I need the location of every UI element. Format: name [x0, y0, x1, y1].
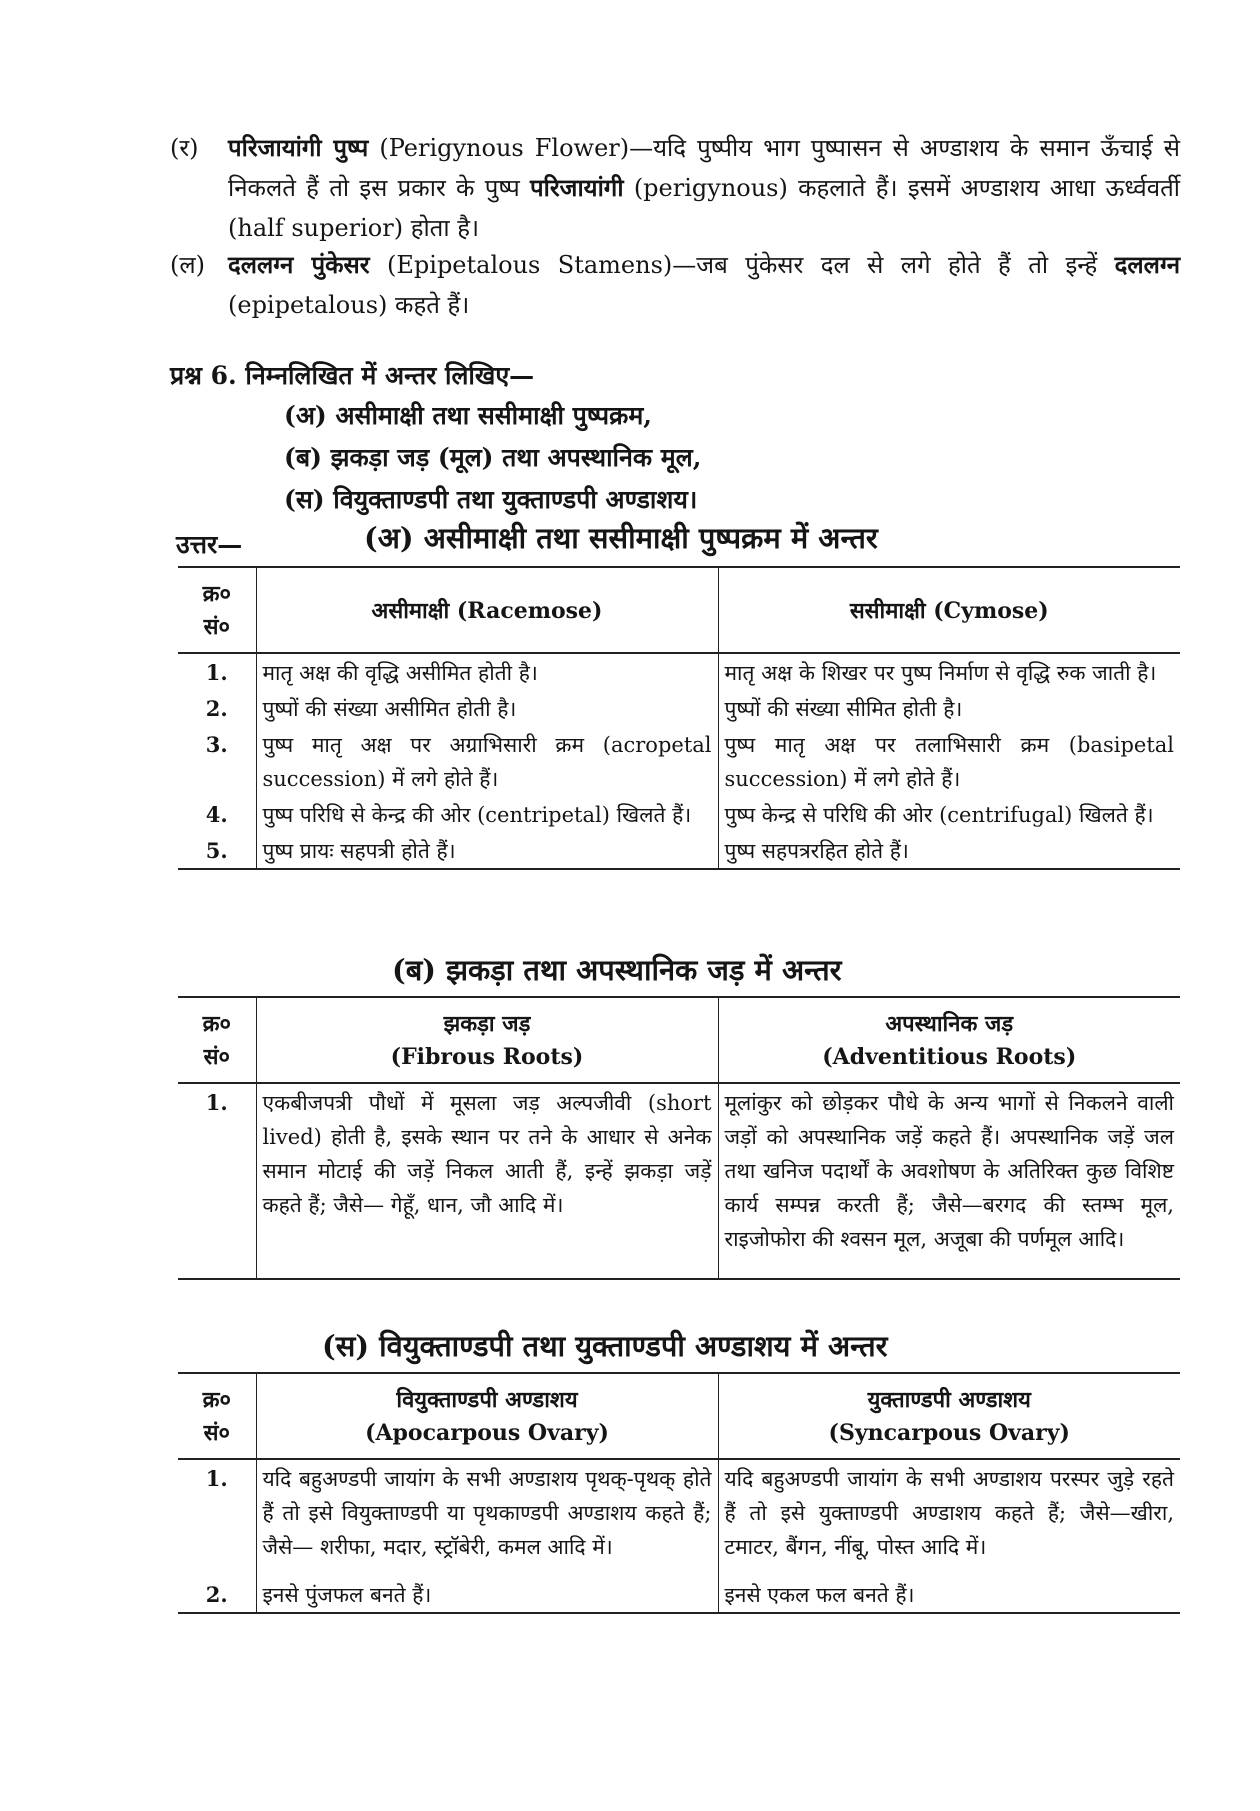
cell-racemose: पुष्प मातृ अक्ष पर अग्राभिसारी क्रम (acropetal succession) में लगे होते हैं।: [256, 726, 718, 796]
column-header: ससीमाक्षी (Cymose): [718, 567, 1180, 653]
column-header: अपस्थानिक जड़ (Adventitious Roots): [718, 997, 1180, 1083]
table-c-title: (स) वियुक्ताण्डपी तथा युक्ताण्डपी अण्डाशय में अन्तर: [322, 1329, 888, 1363]
term-epipetalous: दललग्न पुंकेसर: [228, 250, 370, 279]
table-row: [178, 1459, 1180, 1564]
table-b-title: (ब) झकड़ा तथा अपस्थानिक जड़ में अन्तर: [392, 953, 842, 987]
cell-racemose: पुष्प प्रायः सहपत्री होते हैं।: [256, 832, 718, 869]
cell-cymose: पुष्प मातृ अक्ष पर तलाभिसारी क्रम (basipetal succession) में लगे होते हैं।: [718, 726, 1180, 796]
term-epipetalous-hindi: दललग्न: [1114, 250, 1181, 279]
cell-cymose: पुष्प सहपत्ररहित होते हैं।: [718, 832, 1180, 869]
table-row: [178, 653, 1180, 690]
cell-syncarpous: इनसे एकल फल बनते हैं।: [718, 1564, 1180, 1613]
definition-text: (Perigynous Flower)—यदि पुष्पीय भाग पुष्पासन से अण्डाशय के समान ऊँचाई से निकलते हैं तो इस प्रकार के पुष्प: [228, 134, 1180, 202]
definition-perigynous: [170, 128, 1180, 248]
table-a-title: (अ) असीमाक्षी तथा ससीमाक्षी पुष्पक्रम में अन्तर: [364, 521, 878, 555]
table-fibrous-adventitious: [178, 996, 1180, 1280]
cell-racemose: मातृ अक्ष की वृद्धि असीमित होती है।: [256, 653, 718, 690]
cell-cymose: मातृ अक्ष के शिखर पर पुष्प निर्माण से वृद्धि रुक जाती है।: [718, 653, 1180, 690]
table-row: [178, 726, 1180, 796]
cell-apocarpous: यदि बहुअण्डपी जायांग के सभी अण्डाशय पृथक्-पृथक् होते हैं तो इसे वियुक्ताण्डपी या पृथकाण्डपी अण्डाशय कहते हैं; जैसे— शरीफा, मदार, स्ट्रॉबेरी, कमल आदि में।: [256, 1459, 718, 1564]
sn-header: क्र० सं०: [202, 581, 231, 640]
term-perigynous: परिजायांगी पुष्प: [228, 133, 369, 162]
cell-syncarpous: यदि बहुअण्डपी जायांग के सभी अण्डाशय परस्पर जुड़े रहते हैं तो इसे युक्ताण्डपी अण्डाशय कहते हैं; जैसे—खीरा, टमाटर, बैंगन, नींबू, पोस्त आदि में।: [718, 1459, 1180, 1564]
cell-adventitious: मूलांकुर को छोड़कर पौधे के अन्य भागों से निकलने वाली जड़ों को अपस्थानिक जड़ें कहते हैं। अपस्थानिक जड़ें जल तथा खनिज पदार्थों के अवशोषण के अतिरिक्त कुछ विशिष्ट कार्य सम्पन्न करती हैं; जैसे—बरगद की स्तम्भ मूल, राइजोफोरा की श्वसन मूल, अजूबा की पर्णमूल आदि।: [718, 1083, 1180, 1279]
column-header: युक्ताण्डपी अण्डाशय (Syncarpous Ovary): [718, 1373, 1180, 1459]
table-row: [178, 832, 1180, 869]
item-label-r: (र): [170, 134, 199, 162]
item-label-l: (ल): [170, 251, 205, 279]
column-header: झकड़ा जड़ (Fibrous Roots): [256, 997, 718, 1083]
sn-header: क्र० सं०: [202, 1387, 231, 1446]
cell-cymose: पुष्प केन्द्र से परिधि की ओर (centrifugal) खिलते हैं।: [718, 796, 1180, 832]
table-row: [178, 690, 1180, 726]
definition-epipetalous: [170, 245, 1180, 325]
serial-number: 5.: [205, 838, 228, 863]
table-racemose-cymose: [178, 566, 1180, 870]
definition-text: (epipetalous) कहते हैं।: [228, 291, 470, 319]
serial-number: 2.: [205, 1582, 228, 1607]
definition-text: (perigynous) कहलाते हैं। इसमें अण्डाशय आधा ऊर्ध्ववर्ती (half superior) होता है।: [228, 174, 1180, 242]
table-apocarpous-syncarpous: [178, 1372, 1180, 1614]
question-part-c: (स) वियुक्ताण्डपी तथा युक्ताण्डपी अण्डाशय।: [284, 485, 698, 514]
cell-racemose: पुष्प परिधि से केन्द्र की ओर (centripetal) खिलते हैं।: [256, 796, 718, 832]
serial-number: 1.: [205, 1466, 228, 1491]
term-perigynous-hindi: परिजायांगी: [529, 173, 624, 202]
question-part-b: (ब) झकड़ा जड़ (मूल) तथा अपस्थानिक मूल,: [284, 443, 702, 472]
table-row: [178, 1564, 1180, 1613]
cell-cymose: पुष्पों की संख्या सीमित होती है।: [718, 690, 1180, 726]
table-row: [178, 1083, 1180, 1279]
cell-racemose: पुष्पों की संख्या असीमित होती है।: [256, 690, 718, 726]
table-row: [178, 796, 1180, 832]
serial-number: 3.: [205, 732, 228, 757]
serial-number: 4.: [205, 802, 228, 827]
question-part-a: (अ) असीमाक्षी तथा ससीमाक्षी पुष्पक्रम,: [284, 401, 652, 430]
serial-number: 2.: [205, 696, 228, 721]
definition-text: (Epipetalous Stamens)—जब पुंकेसर दल से लगे होते हैं तो इन्हें: [369, 251, 1115, 279]
serial-number: 1.: [205, 1090, 228, 1115]
cell-fibrous: एकबीजपत्री पौधों में मूसला जड़ अल्पजीवी (short lived) होती है, इसके स्थान पर तने के आधार से अनेक समान मोटाई की जड़ें निकल आती हैं, इन्हें झकड़ा जड़ें कहते हैं; जैसे— गेहूँ, धान, जौ आदि में।: [256, 1083, 718, 1279]
sn-header: क्र० सं०: [202, 1011, 231, 1070]
serial-number: 1.: [205, 660, 228, 685]
answer-label: उत्तर—: [176, 530, 243, 559]
column-header: वियुक्ताण्डपी अण्डाशय (Apocarpous Ovary): [256, 1373, 718, 1459]
column-header: असीमाक्षी (Racemose): [256, 567, 718, 653]
question-heading: प्रश्न 6. निम्नलिखित में अन्तर लिखिए—: [170, 361, 535, 390]
cell-apocarpous: इनसे पुंजफल बनते हैं।: [256, 1564, 718, 1613]
